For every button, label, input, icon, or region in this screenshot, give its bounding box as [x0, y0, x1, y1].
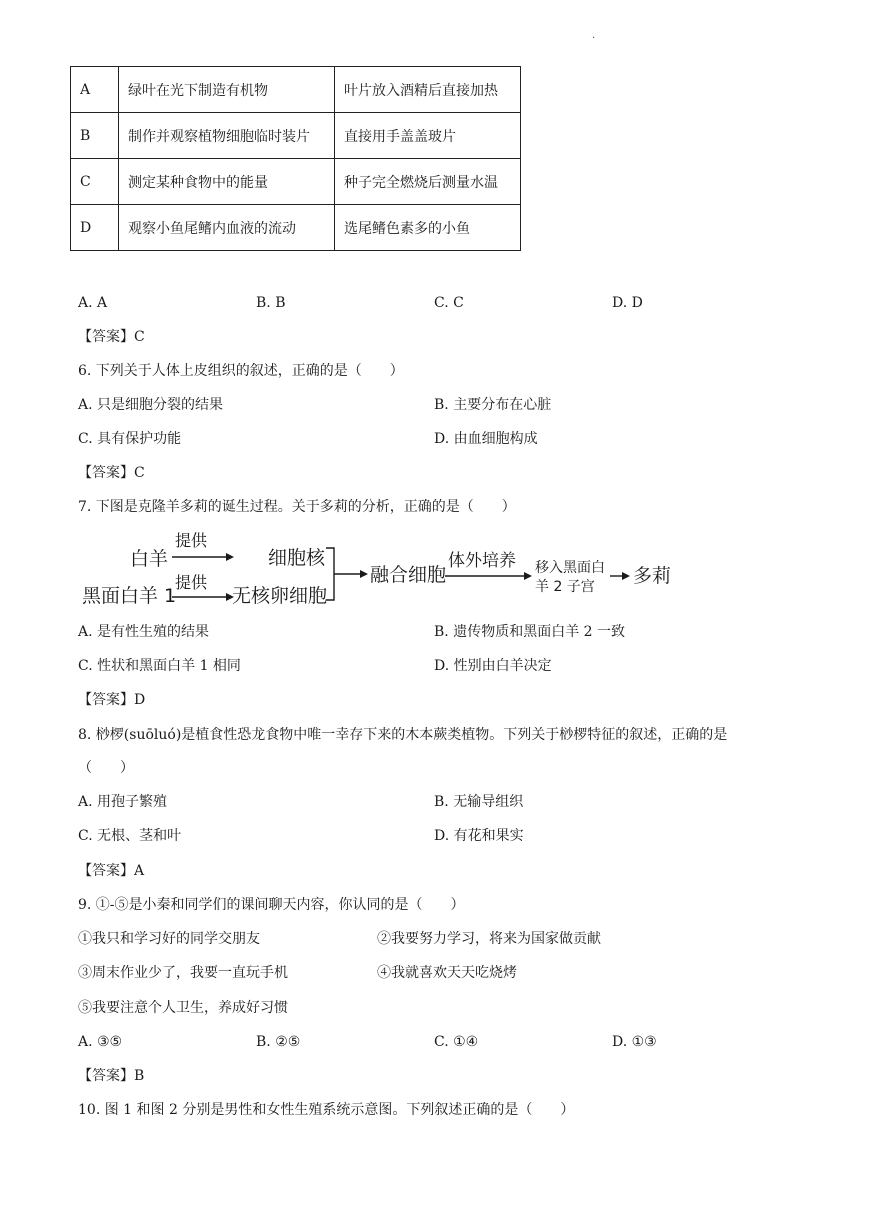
sheep-white-label: 白羊	[130, 548, 169, 570]
provide-label-top: 提供	[175, 531, 208, 550]
culture-label: 体外培养	[448, 551, 516, 571]
q6-stem: 6. 下列关于人体上皮组织的叙述，正确的是（ ）	[78, 363, 404, 379]
operation-cell: 直接用手盖盖玻片	[335, 113, 521, 159]
q10-stem: 10. 图 1 和图 2 分别是男性和女性生殖系统示意图。下列叙述正确的是（ ）	[78, 1102, 575, 1118]
q7-option-d: D. 性别由白羊决定	[434, 658, 552, 674]
q9-option-a: A. ③⑤	[78, 1034, 123, 1050]
row-label: D	[71, 205, 119, 251]
table-row	[71, 159, 521, 205]
q9-option-c: C. ①④	[434, 1034, 479, 1050]
q7-option-a: A. 是有性生殖的结果	[78, 624, 210, 640]
q9-option-d: D. ①③	[612, 1034, 657, 1050]
egg-label: 无核卵细胞	[232, 585, 328, 607]
arrow-top-head	[226, 553, 234, 561]
page-mark: .	[592, 30, 596, 41]
q7-stem: 7. 下图是克隆羊多莉的诞生过程。关于多莉的分析，正确的是（ ）	[78, 499, 516, 515]
q5-answer: 【答案】C	[78, 329, 145, 345]
q5-option-d: D. D	[612, 295, 643, 311]
q8-option-c: C. 无根、茎和叶	[78, 828, 182, 844]
nucleus-label: 细胞核	[268, 547, 326, 569]
table-row	[71, 205, 521, 251]
row-label: C	[71, 159, 119, 205]
q8-option-b: B. 无输导组织	[434, 794, 524, 810]
q8-stem-line2: （ ）	[78, 760, 134, 776]
q9-answer: 【答案】B	[78, 1068, 145, 1084]
experiment-cell: 绿叶在光下制造有机物	[119, 67, 335, 113]
q9-item-2: ②我要努力学习，将来为国家做贡献	[377, 931, 601, 947]
q6-option-b: B. 主要分布在心脏	[434, 397, 552, 413]
q5-option-a: A. A	[78, 295, 108, 311]
q5-option-b: B. B	[256, 295, 286, 311]
q8-option-d: D. 有花和果实	[434, 828, 524, 844]
sheep-black-label: 黑面白羊 1	[82, 585, 177, 607]
arrow-bracket-head	[360, 570, 368, 578]
operation-cell: 种子完全燃烧后测量水温	[335, 159, 521, 205]
q5-option-c: C. C	[434, 295, 464, 311]
dolly-label: 多莉	[633, 565, 672, 587]
operation-cell: 选尾鳍色素多的小鱼	[335, 205, 521, 251]
q9-option-b: B. ②⑤	[256, 1034, 301, 1050]
transfer-label-line2: 羊 2 子宫	[535, 579, 595, 595]
q8-option-a: A. 用孢子繁殖	[78, 794, 168, 810]
operation-cell: 叶片放入酒精后直接加热	[335, 67, 521, 113]
q9-item-4: ④我就喜欢天天吃烧烤	[377, 965, 517, 981]
q7-option-c: C. 性状和黑面白羊 1 相同	[78, 658, 241, 674]
q9-item-3: ③周末作业少了，我要一直玩手机	[78, 965, 288, 981]
q9-item-5: ⑤我要注意个人卫生，养成好习惯	[78, 1000, 288, 1016]
experiment-cell: 观察小鱼尾鳍内血液的流动	[119, 205, 335, 251]
cloning-process-diagram	[80, 530, 680, 610]
arrow-culture-head	[524, 572, 532, 580]
q8-stem-line1: 8. 桫椤(suōluó)是植食性恐龙食物中唯一幸存下来的木本蕨类植物。下列关于桫椤特征的叙述，正确的是	[78, 727, 728, 743]
provide-label-bottom: 提供	[175, 573, 208, 592]
q9-item-1: ①我只和学习好的同学交朋友	[78, 931, 260, 947]
q8-answer: 【答案】A	[78, 863, 145, 879]
table-row	[71, 67, 521, 113]
arrow-final-head	[622, 572, 630, 580]
q7-option-b: B. 遗传物质和黑面白羊 2 一致	[434, 624, 625, 640]
transfer-label-line1: 移入黑面白	[535, 560, 605, 576]
q6-option-c: C. 具有保护功能	[78, 431, 182, 447]
bracket	[326, 548, 334, 600]
q6-answer: 【答案】C	[78, 465, 145, 481]
q9-stem: 9. ①-⑤是小秦和同学们的课间聊天内容，你认同的是（ ）	[78, 897, 465, 913]
q6-option-a: A. 只是细胞分裂的结果	[78, 397, 224, 413]
table-row	[71, 113, 521, 159]
row-label: A	[71, 67, 119, 113]
q7-answer: 【答案】D	[78, 692, 146, 708]
row-label: B	[71, 113, 119, 159]
experiment-cell: 制作并观察植物细胞临时装片	[119, 113, 335, 159]
experiment-cell: 测定某种食物中的能量	[119, 159, 335, 205]
experiment-table	[70, 66, 521, 251]
q6-option-d: D. 由血细胞构成	[434, 431, 538, 447]
fused-cell-label: 融合细胞	[370, 564, 447, 586]
